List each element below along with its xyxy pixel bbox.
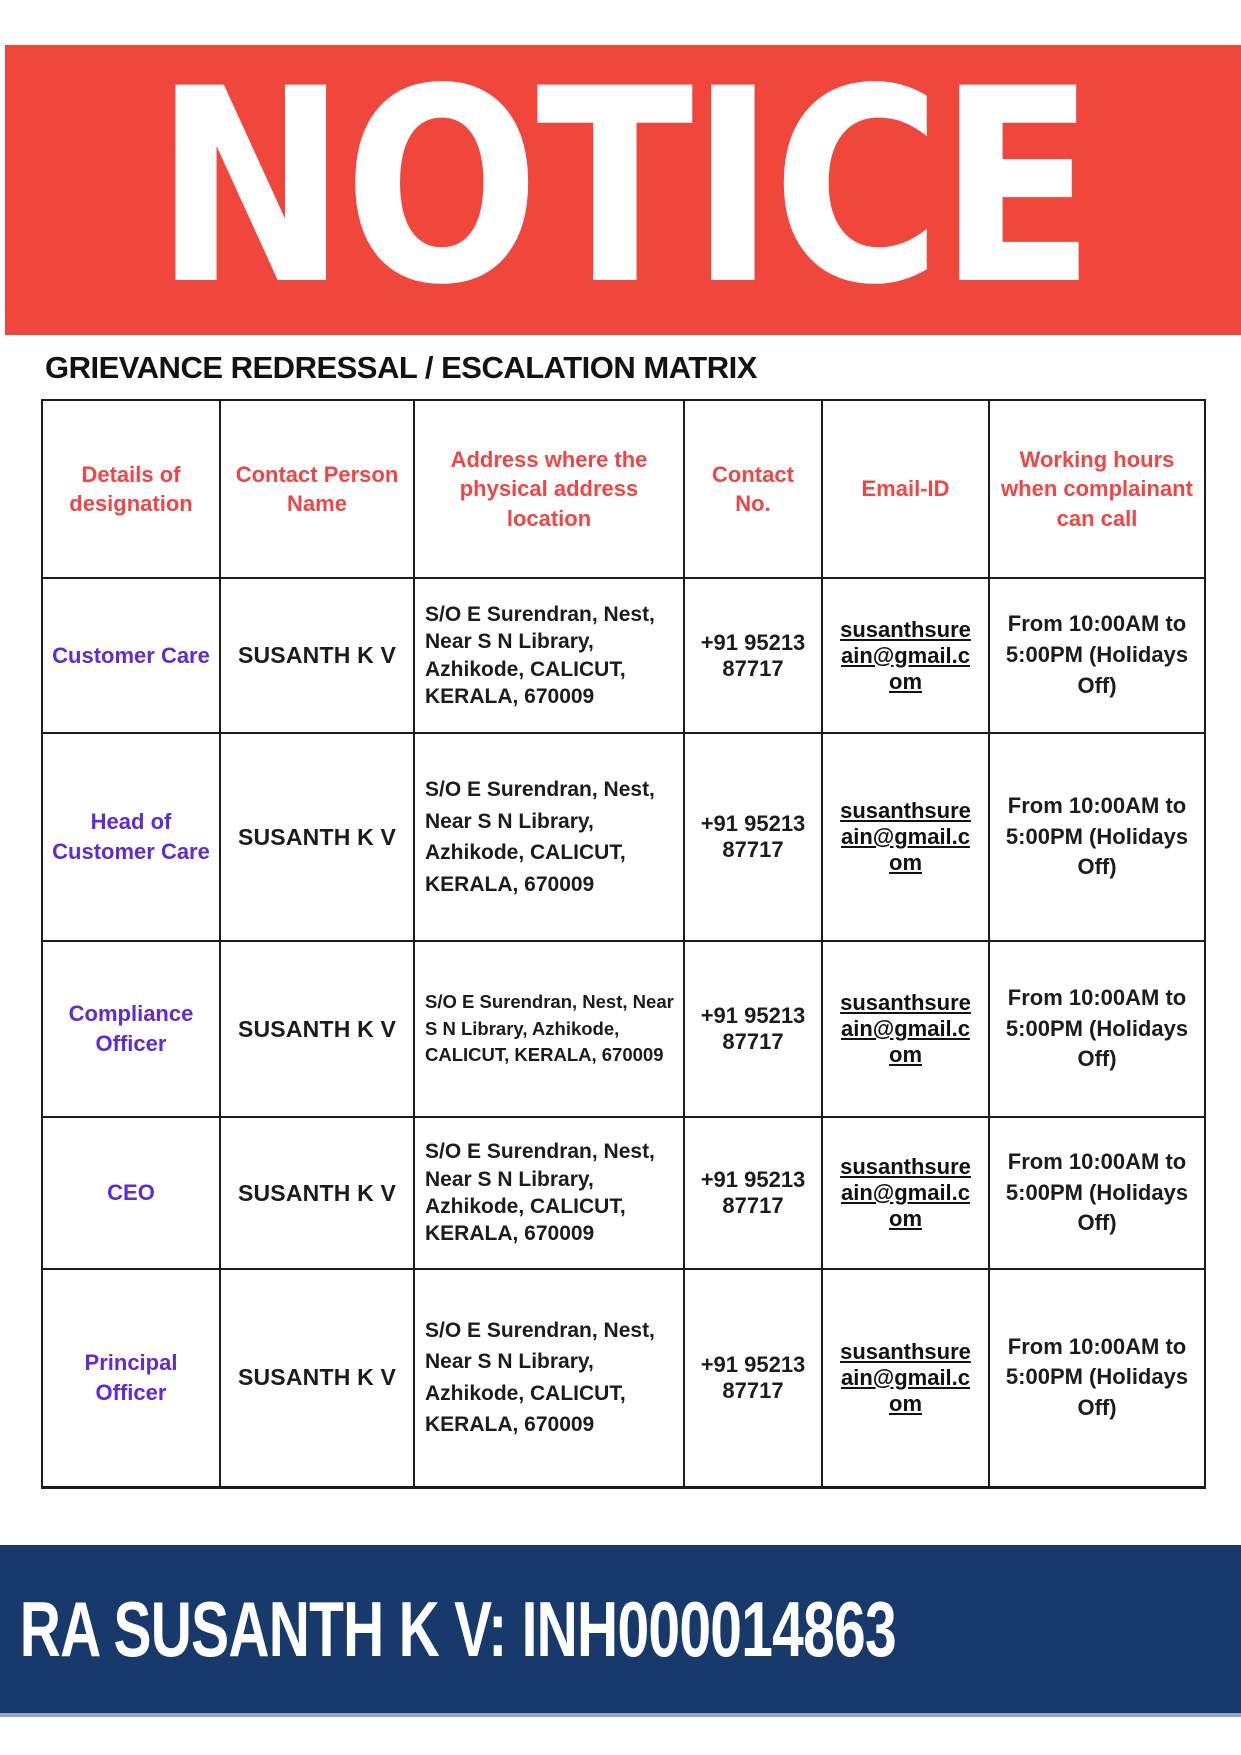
designation-label: Compliance Officer [68, 1001, 194, 1056]
table-row [42, 941, 1205, 1117]
escalation-matrix-table [41, 399, 1206, 1489]
designation-label: Principal Officer [84, 1350, 178, 1405]
column-header-address: Address where the physical address location [414, 400, 684, 578]
contact-person-name: SUSANTH K V [237, 1364, 397, 1391]
email-cell [822, 733, 989, 941]
table-header [42, 400, 1205, 578]
working-hours-cell [989, 941, 1205, 1117]
column-header-working-hours: Working hours when complainant can call [989, 400, 1205, 578]
email-cell [822, 1117, 989, 1269]
contact-person-cell [220, 1269, 414, 1487]
contact-person-name: SUSANTH K V [237, 1015, 397, 1042]
working-hours-text: From 10:00AM to 5:00PM (Holidays Off) [1005, 792, 1189, 880]
contact-no-cell [684, 578, 822, 733]
footer-registration-text: RA SUSANTH K V: INH000014863 [19, 1584, 896, 1673]
contact-person-cell [220, 578, 414, 733]
contact-number: +91 95213 87717 [700, 1003, 806, 1054]
table-row [42, 578, 1205, 733]
contact-person-cell [220, 941, 414, 1117]
address-text: S/O E Surendran, Nest, Near S N Library, Azhikode, CALICUT, KERALA, 670009 [425, 990, 674, 1066]
column-header-contact-person: Contact Person Name [220, 400, 414, 578]
contact-no-cell [684, 941, 822, 1117]
contact-person-name: SUSANTH K V [237, 823, 397, 850]
column-header-email: Email-ID [822, 400, 989, 578]
column-header-designation: Details of designation [42, 400, 220, 578]
email-cell [822, 941, 989, 1117]
working-hours-text: From 10:00AM to 5:00PM (Holidays Off) [1005, 1333, 1189, 1421]
designation-label: Head of Customer Care [52, 809, 210, 864]
contact-person-name: SUSANTH K V [237, 642, 397, 668]
notice-title: NOTICE [154, 45, 1092, 335]
contact-person-cell [220, 1117, 414, 1269]
section-title: GRIEVANCE REDRESSAL / ESCALATION MATRIX [45, 350, 757, 385]
working-hours-cell [989, 578, 1205, 733]
designation-cell [42, 1269, 220, 1487]
address-cell [414, 733, 684, 941]
email-link[interactable]: susanthsureain@gmail.com [840, 1338, 971, 1416]
table-header-row [42, 400, 1205, 578]
contact-number: +91 95213 87717 [700, 1351, 806, 1403]
address-cell [414, 1269, 684, 1487]
email-link[interactable]: susanthsureain@gmail.com [840, 990, 971, 1067]
contact-number: +91 95213 87717 [700, 811, 806, 862]
address-cell [414, 578, 684, 733]
working-hours-cell [989, 733, 1205, 941]
email-cell [822, 1269, 989, 1487]
table-row [42, 733, 1205, 941]
footer-banner [0, 1545, 1241, 1717]
address-text: S/O E Surendran, Nest, Near S N Library, Azhikode, CALICUT, KERALA, 670009 [425, 1140, 655, 1246]
contact-number: +91 95213 87717 [700, 629, 806, 681]
contact-no-cell [684, 1117, 822, 1269]
working-hours-cell [989, 1117, 1205, 1269]
designation-cell [42, 1117, 220, 1269]
working-hours-text: From 10:00AM to 5:00PM (Holidays Off) [1005, 984, 1189, 1072]
designation-label: Customer Care [52, 642, 210, 668]
designation-cell [42, 941, 220, 1117]
designation-cell [42, 733, 220, 941]
contact-person-cell [220, 733, 414, 941]
email-link[interactable]: susanthsureain@gmail.com [840, 1154, 971, 1231]
notice-banner [5, 45, 1241, 335]
address-text: S/O E Surendran, Nest, Near S N Library, Azhikode, CALICUT, KERALA, 670009 [425, 602, 655, 708]
email-cell [822, 578, 989, 733]
email-link[interactable]: susanthsureain@gmail.com [840, 616, 971, 694]
working-hours-cell [989, 1269, 1205, 1487]
address-text: S/O E Surendran, Nest, Near S N Library, Azhikode, CALICUT, KERALA, 670009 [425, 1318, 655, 1437]
table-row [42, 1269, 1205, 1487]
working-hours-text: From 10:00AM to 5:00PM (Holidays Off) [1005, 611, 1189, 698]
email-link[interactable]: susanthsureain@gmail.com [840, 798, 971, 875]
contact-no-cell [684, 733, 822, 941]
contact-no-cell [684, 1269, 822, 1487]
working-hours-text: From 10:00AM to 5:00PM (Holidays Off) [1005, 1148, 1189, 1236]
address-cell [414, 1117, 684, 1269]
designation-label: CEO [107, 1180, 155, 1206]
column-header-contact-no: Contact No. [684, 400, 822, 578]
table-body [42, 578, 1205, 1487]
table-row [42, 1117, 1205, 1269]
contact-number: +91 95213 87717 [700, 1167, 806, 1218]
contact-person-name: SUSANTH K V [237, 1179, 397, 1206]
address-text: S/O E Surendran, Nest, Near S N Library, Azhikode, CALICUT, KERALA, 670009 [425, 778, 655, 896]
address-cell [414, 941, 684, 1117]
designation-cell [42, 578, 220, 733]
